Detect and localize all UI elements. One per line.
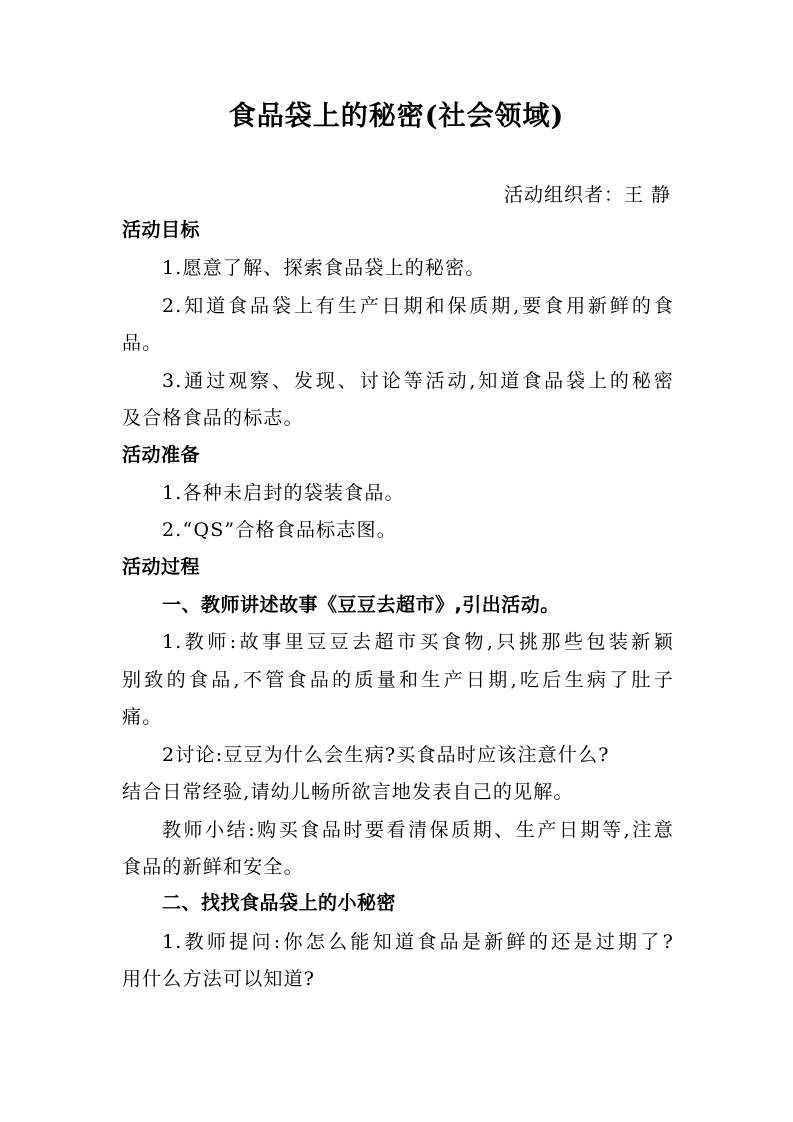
- document-title: 食品袋上的秘密(社会领域): [228, 101, 565, 132]
- process-part-1-paragraph-3-line-1: 教师小结:购买食品时要看清保质期、生产日期等,注意: [162, 819, 674, 841]
- process-part-1-paragraph-1-line-2: 别致的食品,不管食品的质量和生产日期,吃后生病了肚子: [122, 669, 674, 691]
- goal-item-2-line-2: 品。: [122, 332, 163, 354]
- author-line: 活动组织者：王 静: [503, 184, 671, 206]
- process-part-2-paragraph-1-line-2: 用什么方法可以知道?: [122, 968, 316, 990]
- goal-item-2-line-1: 2.知道食品袋上有生产日期和保质期,要食用新鲜的食: [162, 295, 674, 317]
- section-heading-process: 活动过程: [122, 556, 201, 578]
- section-heading-preparation: 活动准备: [122, 444, 201, 466]
- goal-item-1: 1.愿意了解、探索食品袋上的秘密。: [162, 257, 486, 279]
- goal-item-3-line-1: 3.通过观察、发现、讨论等活动,知道食品袋上的秘密: [162, 370, 674, 392]
- process-part-2-heading: 二、找找食品袋上的小秘密: [162, 892, 397, 914]
- preparation-item-1: 1.各种未启封的袋装食品。: [162, 482, 405, 504]
- process-part-1-heading: 一、教师讲述故事《豆豆去超市》,引出活动。: [162, 594, 560, 616]
- process-part-1-paragraph-1-line-3: 痛。: [122, 706, 163, 728]
- process-part-1-paragraph-2-line-1: 2讨论:豆豆为什么会生病?买食品时应该注意什么?: [162, 744, 610, 766]
- process-part-1-paragraph-3-line-2: 食品的新鲜和安全。: [122, 856, 304, 878]
- section-heading-goals: 活动目标: [122, 219, 201, 241]
- process-part-1-paragraph-2-line-2: 结合日常经验,请幼儿畅所欲言地发表自己的见解。: [122, 781, 574, 803]
- process-part-2-paragraph-1-line-1: 1.教师提问:你怎么能知道食品是新鲜的还是过期了?: [162, 931, 674, 953]
- preparation-item-2: 2.“QS”合格食品标志图。: [162, 519, 397, 541]
- goal-item-3-line-2: 及合格食品的标志。: [122, 407, 304, 429]
- process-part-1-paragraph-1-line-1: 1.教师:故事里豆豆去超市买食物,只挑那些包装新颖: [162, 631, 674, 653]
